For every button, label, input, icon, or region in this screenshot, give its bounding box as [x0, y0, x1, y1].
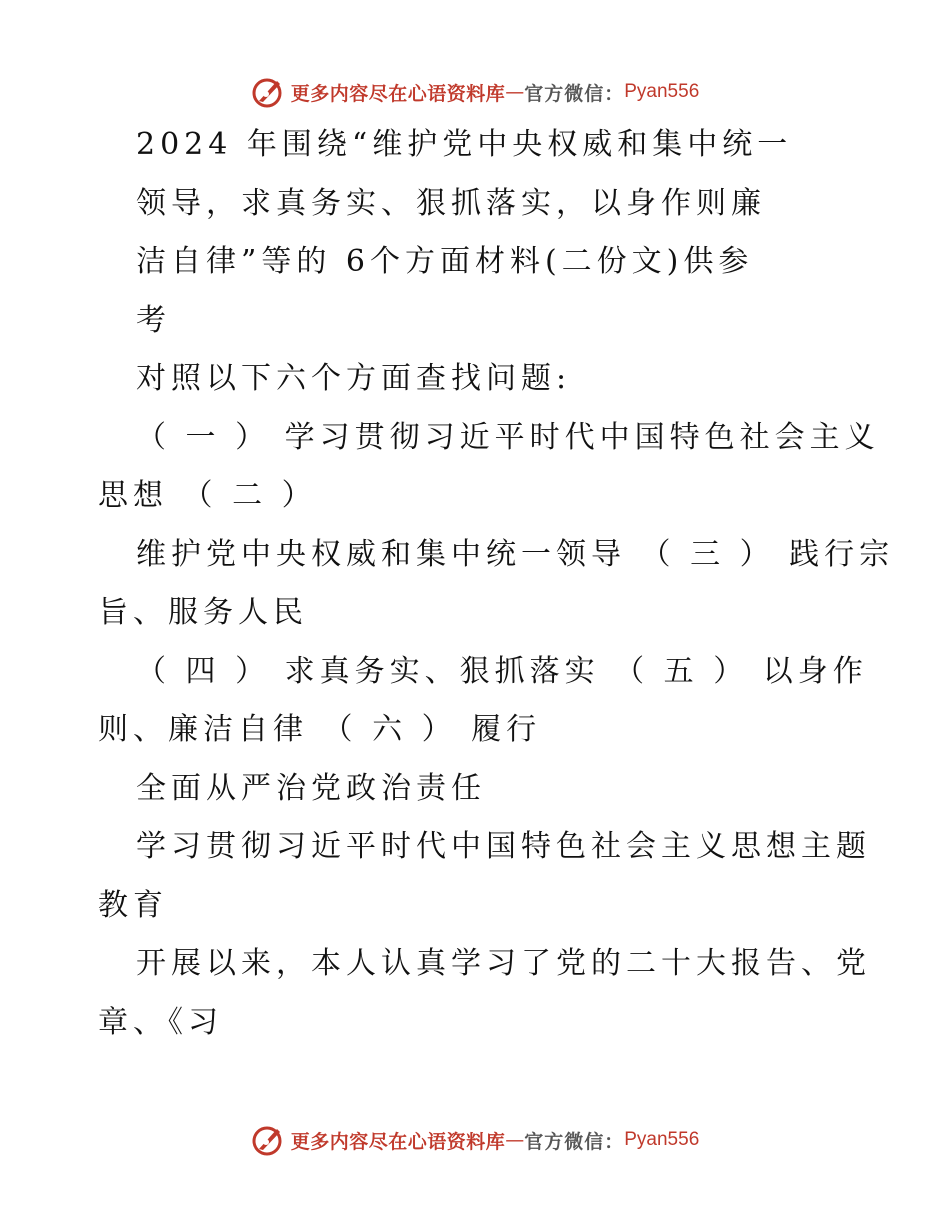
text-line: 全面从严治党政治责任 — [136, 770, 486, 806]
text-line: 考 — [136, 302, 171, 338]
text-line: 章、《习 — [98, 1004, 223, 1040]
text-line: 开展以来，本人认真学习了党的二十大报告、党 — [136, 946, 871, 981]
watermark-dash: — — [505, 1129, 525, 1151]
quill-logo-icon — [251, 75, 285, 109]
watermark-wechat-id: Pyan556 — [624, 1129, 700, 1150]
text-line: 思想 （ 二 ） — [98, 478, 317, 513]
text-line: 学习贯彻习近平时代中国特色社会主义思想主题 — [136, 829, 871, 864]
watermark-wechat-label: 官方微信： — [524, 82, 625, 105]
text-line: 洁自律”等的 6个方面材料(二份文)供参 — [136, 244, 754, 279]
watermark-wechat-label: 官方微信： — [524, 1130, 625, 1153]
text-line: 教育 — [98, 887, 168, 923]
text-line: 对照以下六个方面查找问题: — [136, 361, 572, 396]
text-line: 2024 年围绕“维护党中央权威和集中统一 — [136, 127, 793, 162]
quill-logo-icon — [251, 1123, 285, 1157]
watermark-site: 更多内容尽在心语资料库 — [290, 82, 506, 105]
text-line: （ 四 ） 求真务实、狠抓落实 （ 五 ） 以身作 — [136, 653, 868, 689]
text-line: 领导，求真务实、狠抓落实，以身作则廉 — [136, 185, 766, 221]
text-line: 旨、服务人民 — [98, 595, 308, 630]
document-body — [98, 116, 895, 1052]
watermark-dash: — — [505, 81, 525, 103]
watermark-footer — [0, 1120, 950, 1160]
watermark-wechat-id: Pyan556 — [624, 81, 700, 102]
text-line: 维护党中央权威和集中统一领导 （ 三 ） 践行宗 — [136, 536, 895, 572]
text-line: （ 一 ） 学习贯彻习近平时代中国特色社会主义 — [136, 419, 880, 455]
watermark-site: 更多内容尽在心语资料库 — [290, 1130, 506, 1153]
watermark-header — [0, 72, 950, 112]
text-line: 则、廉洁自律 （ 六 ） 履行 — [98, 712, 542, 747]
